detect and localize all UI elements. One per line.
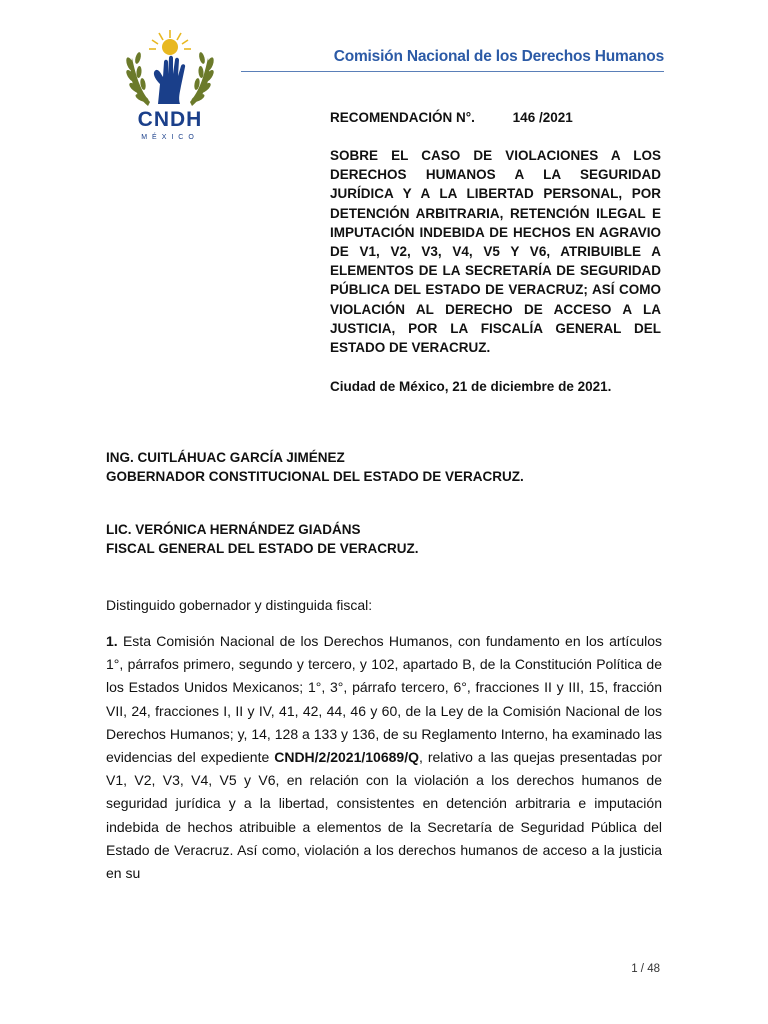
logo-subtext: MÉXICO [141, 134, 199, 141]
header-divider [241, 71, 664, 72]
expediente-number: CNDH/2/2021/10689/Q [274, 749, 419, 766]
paragraph-text-part2: , relativo a las quejas presentadas por V1, V2, V3, V4, V5 y V6, en relación con la violación a los derechos humanos de seguridad jurídica y a la libertad, consistentes en detención arbitraria e imputación indebida de hechos atribuible a elementos de la Secretaría de Seguridad Pública del Estado de Veracruz. Así como, violación a los derechos humanos de acceso a la justicia en su [106, 749, 662, 882]
addressee-name: LIC. VERÓNICA HERNÁNDEZ GIADÁNS [106, 522, 361, 537]
raised-hand-emblem-icon [118, 28, 222, 110]
logo-wordmark: CNDH [137, 108, 203, 131]
paragraph-text-part1: Esta Comisión Nacional de los Derechos Humanos, con fundamento en los artículos 1°, párrafos primero, segundo y tercero, y 102, apartado B, de la Constitución Política de los Estados Unidos Mexicanos; 1°, 3°, párrafo tercero, 6°, fracciones II y III, 15, fracción VII, 24, fracciones I, II y IV, 41, 42, 44, 46 y 60, de la Ley de la Comisión Nacional de los Derechos Humanos; y, 14, 128 a 133 y 136, de su Reglamento Interno, ha examinado las evidencias del expediente [106, 633, 662, 766]
addressee-governor [106, 448, 524, 486]
recommendation-title: SOBRE EL CASO DE VIOLACIONES A LOS DERECHOS HUMANOS A LA SEGURIDAD JURÍDICA Y A LA LIBERTAD PERSONAL, POR DETENCIÓN ARBITRARIA, RETENCIÓN ILEGAL E IMPUTACIÓN INDEBIDA DE HECHOS EN AGRAVIO DE V1, V2, V3, V4, V5 Y V6, ATRIBUIBLE A ELEMENTOS DE LA SECRETARÍA DE SEGURIDAD PÚBLICA DEL ESTADO DE VERACRUZ; ASÍ COMO VIOLACIÓN AL DERECHO DE ACCESO A LA JUSTICIA, POR LA FISCALÍA GENERAL DEL ESTADO DE VERACRUZ. [330, 148, 661, 356]
addressee-position: GOBERNADOR CONSTITUCIONAL DEL ESTADO DE VERACRUZ. [106, 469, 524, 484]
addressee-fiscal [106, 520, 419, 558]
organization-name: Comisión Nacional de los Derechos Humanos [333, 48, 664, 65]
salutation: Distinguido gobernador y distinguida fiscal: [106, 597, 373, 613]
recommendation-label: RECOMENDACIÓN N°. [330, 110, 475, 125]
recommendation-date: Ciudad de México, 21 de diciembre de 2021. [330, 379, 612, 394]
addressee-position: FISCAL GENERAL DEL ESTADO DE VERACRUZ. [106, 541, 419, 556]
recommendation-number: 146 /2021 [512, 110, 573, 125]
paragraph-1 [106, 630, 662, 885]
addressee-name: ING. CUITLÁHUAC GARCÍA JIMÉNEZ [106, 450, 345, 465]
paragraph-number: 1. [106, 633, 118, 649]
recommendation-number-line [330, 110, 573, 125]
page-number: 1 / 48 [631, 963, 660, 975]
